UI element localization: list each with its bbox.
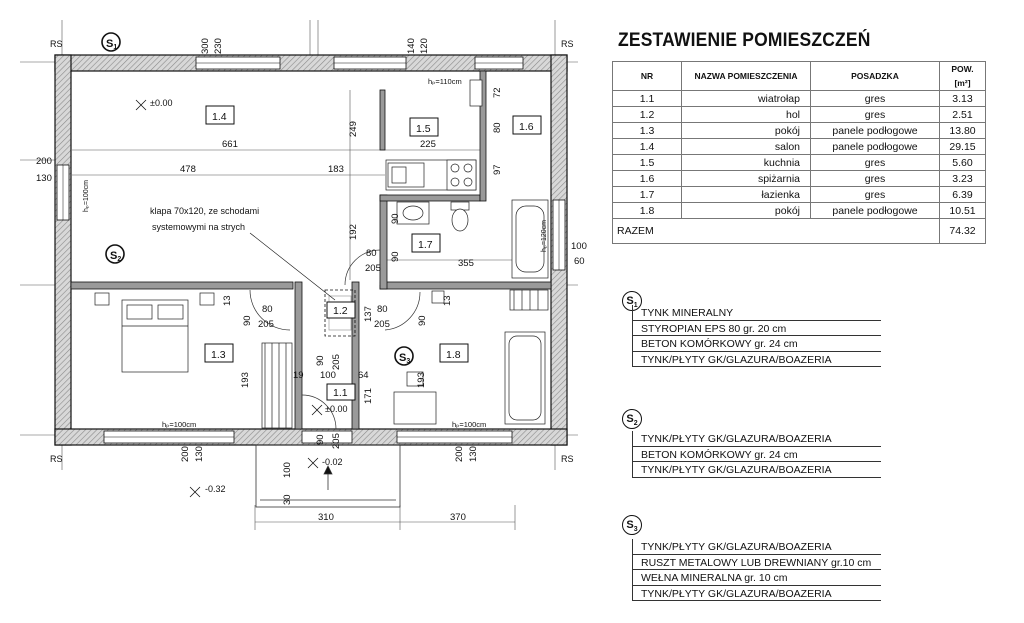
section-badge-s1: $S_1$: [622, 291, 642, 311]
dim-13-bed13: 13: [222, 295, 233, 306]
dim-300: 300: [200, 38, 211, 54]
svg-text:S1: S1: [106, 38, 118, 51]
rs-label-bottom-right: RS: [561, 454, 574, 464]
level-mark-ground: -0.32: [205, 484, 226, 494]
dim-60-right: 60: [574, 256, 585, 267]
dim-370: 370: [450, 512, 466, 523]
dim-90-bed13: 90: [242, 315, 253, 326]
dim-661: 661: [222, 139, 238, 150]
table-row: 1.5 kuchnia gres 5.60: [613, 155, 986, 171]
dim-80-bed18-door: 80: [377, 304, 388, 315]
table-row: 1.7 łazienka gres 6.39: [613, 187, 986, 203]
dim-19-hall: 19: [293, 370, 304, 381]
layer-item: TYNK/PŁYTY GK/GLAZURA/BOAZERIA: [633, 431, 881, 447]
dim-64-hall: 64: [358, 370, 369, 381]
dim-183: 183: [328, 164, 344, 175]
parapet-note-bathroom: hₚ=120cm: [541, 220, 548, 252]
total-label: RAZEM: [613, 219, 940, 244]
dim-205-entry: 205: [331, 433, 342, 449]
col-floor: POSADZKA: [811, 62, 940, 91]
dim-478: 478: [180, 164, 196, 175]
rs-label-top-left: RS: [50, 39, 63, 49]
section-badge-s2: $S_2$: [622, 409, 642, 429]
dim-100-porch: 100: [282, 462, 293, 478]
dim-355: 355: [458, 258, 474, 269]
dim-310: 310: [318, 512, 334, 523]
dim-13-bed18: 13: [442, 295, 453, 306]
table-total-row: [613, 219, 986, 244]
dim-171: 171: [363, 388, 374, 404]
dim-90-entry: 90: [315, 434, 326, 445]
windows: [57, 57, 565, 443]
layer-item: STYROPIAN EPS 80 gr. 20 cm: [633, 321, 881, 337]
exterior-walls: [55, 55, 567, 445]
dim-230: 230: [213, 38, 224, 54]
col-name: NAZWA POMIESZCZENIA: [682, 62, 811, 91]
room-tag-1-8: 1.8: [446, 349, 461, 361]
dim-205-hall: 205: [331, 354, 342, 370]
layer-item: TYNK/PŁYTY GK/GLAZURA/BOAZERIA: [633, 462, 881, 478]
table-row: 1.6 spiżarnia gres 3.23: [613, 171, 986, 187]
layer-item: TYNK/PŁYTY GK/GLAZURA/BOAZERIA: [633, 352, 881, 368]
dim-100-hall: 100: [320, 370, 336, 381]
rs-label-top-right: RS: [561, 39, 574, 49]
dim-249: 249: [348, 121, 359, 137]
parapet-note-bedroom18: hₚ=100cm: [452, 420, 487, 429]
dim-90-bath-a: 90: [390, 213, 401, 224]
dim-130-bottom-right: 130: [468, 446, 479, 462]
dim-140: 140: [406, 38, 417, 54]
attic-note-line2: systemowymi na strych: [152, 222, 246, 232]
bedroom-1-8-furniture: [394, 290, 548, 424]
level-mark-hall: ±0.00: [325, 404, 348, 414]
dim-80-pantry: 80: [492, 122, 503, 133]
dim-137: 137: [363, 306, 374, 322]
dim-200-left: 200: [36, 156, 52, 167]
layer-item: BETON KOMÓRKOWY gr. 24 cm: [633, 336, 881, 352]
room-tag-1-6: 1.6: [519, 121, 534, 133]
layer-item: BETON KOMÓRKOWY gr. 24 cm: [633, 447, 881, 463]
total-value: 74.32: [940, 219, 986, 244]
col-nr: NR: [613, 62, 682, 91]
dim-90-bed18: 90: [417, 315, 428, 326]
dim-205-bed18-door: 205: [374, 319, 390, 330]
col-area: POW.[m²]: [940, 62, 986, 91]
room-tag-1-3: 1.3: [211, 349, 226, 361]
room-tag-1-7: 1.7: [418, 239, 433, 251]
dim-72: 72: [492, 87, 503, 98]
dim-192: 192: [348, 224, 359, 240]
dim-80-bed13-door: 80: [262, 304, 273, 315]
entrance-porch: [256, 445, 400, 507]
layer-legend-s2: [622, 409, 892, 479]
table-row: 1.8 pokój panele podłogowe 10.51: [613, 203, 986, 219]
dim-130-left: 130: [36, 173, 52, 184]
dim-130-bottom-left: 130: [194, 446, 205, 462]
table-row: 1.3 pokój panele podłogowe 13.80: [613, 123, 986, 139]
layer-item: TYNK/PŁYTY GK/GLAZURA/BOAZERIA: [633, 586, 881, 602]
parapet-note-kitchen: hₚ=110cm: [428, 77, 462, 86]
room-tag-1-4: 1.4: [212, 111, 227, 123]
table-row: 1.2 hol gres 2.51: [613, 107, 986, 123]
svg-text:S2: S2: [110, 250, 122, 263]
level-mark-salon: ±0.00: [150, 98, 173, 108]
room-summary-table: [612, 61, 986, 244]
table-header-row: [613, 62, 986, 91]
dim-90-hall: 90: [315, 355, 326, 366]
dim-120-top: 120: [419, 38, 430, 54]
dim-193-bed18: 193: [416, 372, 427, 388]
dim-200-bottom-left: 200: [180, 446, 191, 462]
level-mark-porch: -0.02: [322, 457, 343, 467]
dim-193-bed13: 193: [240, 372, 251, 388]
layer-item: WEŁNA MINERALNA gr. 10 cm: [633, 570, 881, 586]
interior-walls: [71, 71, 551, 429]
dim-205-kitchen-door: 205: [365, 263, 381, 274]
section-badge-s3: $S_3$: [622, 515, 642, 535]
dim-205-bed13-door: 205: [258, 319, 274, 330]
parapet-note-left: hₚ=100cm: [83, 180, 90, 212]
dim-225: 225: [420, 139, 436, 150]
attic-note-line1: klapa 70x120, ze schodami: [150, 206, 260, 216]
dim-97: 97: [492, 164, 503, 175]
layer-item: TYNK/PŁYTY GK/GLAZURA/BOAZERIA: [633, 539, 881, 555]
room-tag-1-1: 1.1: [333, 387, 348, 399]
summary-title: ZESTAWIENIE POMIESZCZEŃ: [618, 30, 871, 51]
dim-100-right: 100: [571, 241, 587, 252]
layer-item: RUSZT METALOWY LUB DREWNIANY gr.10 cm: [633, 555, 881, 571]
table-row: 1.1 wiatrołap gres 3.13: [613, 91, 986, 107]
svg-text:S3: S3: [399, 352, 411, 365]
layer-legend-s3: [622, 515, 892, 607]
layer-item: TYNK MINERALNY: [633, 305, 881, 321]
dim-90-bath-b: 90: [390, 251, 401, 262]
layer-legend-s1: [622, 291, 892, 371]
dim-200-bottom-right: 200: [454, 446, 465, 462]
table-row: 1.4 salon panele podłogowe 29.15: [613, 139, 986, 155]
parapet-note-bedroom13: hₚ=100cm: [162, 420, 197, 429]
dim-30-porch: 30: [282, 494, 293, 505]
dim-80-kitchen-door: 80: [366, 248, 377, 259]
rs-label-bottom-left: RS: [50, 454, 63, 464]
room-tag-1-2: 1.2: [333, 305, 348, 317]
room-tag-1-5: 1.5: [416, 123, 431, 135]
